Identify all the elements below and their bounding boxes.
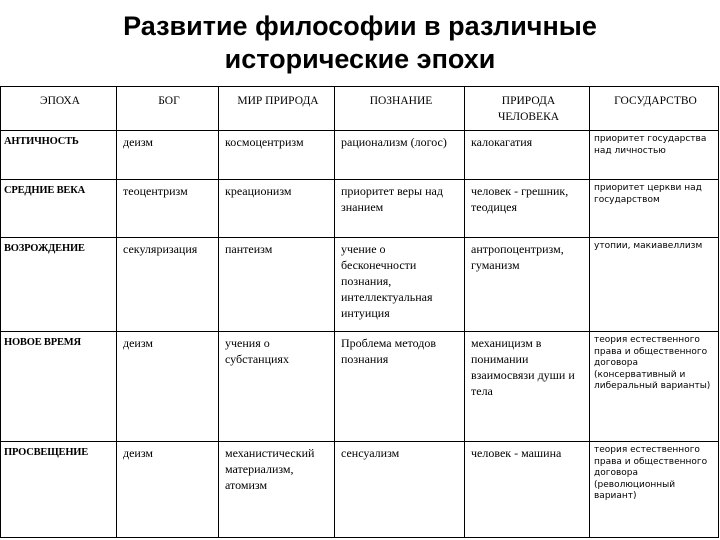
table-row xyxy=(1,442,719,538)
cell-epoch: АНТИЧНОСТЬ xyxy=(1,131,117,180)
philosophy-epochs-table xyxy=(0,86,719,538)
cell-cognition: Проблема методов познания xyxy=(335,332,465,442)
cell-epoch: ВОЗРОЖДЕНИЕ xyxy=(1,238,117,332)
cell-human-nature: человек - грешник, теодицея xyxy=(465,180,590,238)
cell-epoch: ПРОСВЕЩЕНИЕ xyxy=(1,442,117,538)
cell-epoch: НОВОЕ ВРЕМЯ xyxy=(1,332,117,442)
column-header-state: ГОСУДАРСТВО xyxy=(590,87,719,131)
cell-cognition: приоритет веры над знанием xyxy=(335,180,465,238)
cell-world-nature: учения о субстанциях xyxy=(219,332,335,442)
cell-god: деизм xyxy=(117,442,219,538)
column-header-epoch: ЭПОХА xyxy=(1,87,117,131)
title-line-2: исторические эпохи xyxy=(224,44,496,74)
cell-cognition: учение о бесконечности познания, интеллектуальная интуиция xyxy=(335,238,465,332)
cell-world-nature: креационизм xyxy=(219,180,335,238)
cell-human-nature: механицизм в понимании взаимосвязи души и тела xyxy=(465,332,590,442)
cell-human-nature: калокагатия xyxy=(465,131,590,180)
cell-state: теория естественного права и общественного договора (революционный вариант) xyxy=(590,442,719,538)
cell-state: приоритет церкви над государством xyxy=(590,180,719,238)
page-title xyxy=(0,10,720,76)
column-header-god: БОГ xyxy=(117,87,219,131)
cell-god: деизм xyxy=(117,332,219,442)
cell-state: теория естественного права и общественного договора (консервативный и либеральный варианты) xyxy=(590,332,719,442)
cell-world-nature: пантеизм xyxy=(219,238,335,332)
table-row xyxy=(1,332,719,442)
cell-human-nature: антропоцентризм, гуманизм xyxy=(465,238,590,332)
cell-cognition: сенсуализм xyxy=(335,442,465,538)
cell-god: теоцентризм xyxy=(117,180,219,238)
cell-god: деизм xyxy=(117,131,219,180)
cell-epoch: СРЕДНИЕ ВЕКА xyxy=(1,180,117,238)
table-row xyxy=(1,238,719,332)
cell-state: приоритет государства над личностью xyxy=(590,131,719,180)
column-header-cognition: ПОЗНАНИЕ xyxy=(335,87,465,131)
cell-world-nature: космоцентризм xyxy=(219,131,335,180)
column-header-human-nature: ПРИРОДА ЧЕЛОВЕКА xyxy=(465,87,590,131)
cell-world-nature: механистический материализм, атомизм xyxy=(219,442,335,538)
column-header-world-nature: МИР ПРИРОДА xyxy=(219,87,335,131)
cell-state: утопии, макиавеллизм xyxy=(590,238,719,332)
table-row xyxy=(1,180,719,238)
cell-human-nature: человек - машина xyxy=(465,442,590,538)
table-header-row xyxy=(1,87,719,131)
table-row xyxy=(1,131,719,180)
cell-cognition: рационализм (логос) xyxy=(335,131,465,180)
title-line-1: Развитие философии в различные xyxy=(123,11,597,41)
cell-god: секуляризация xyxy=(117,238,219,332)
